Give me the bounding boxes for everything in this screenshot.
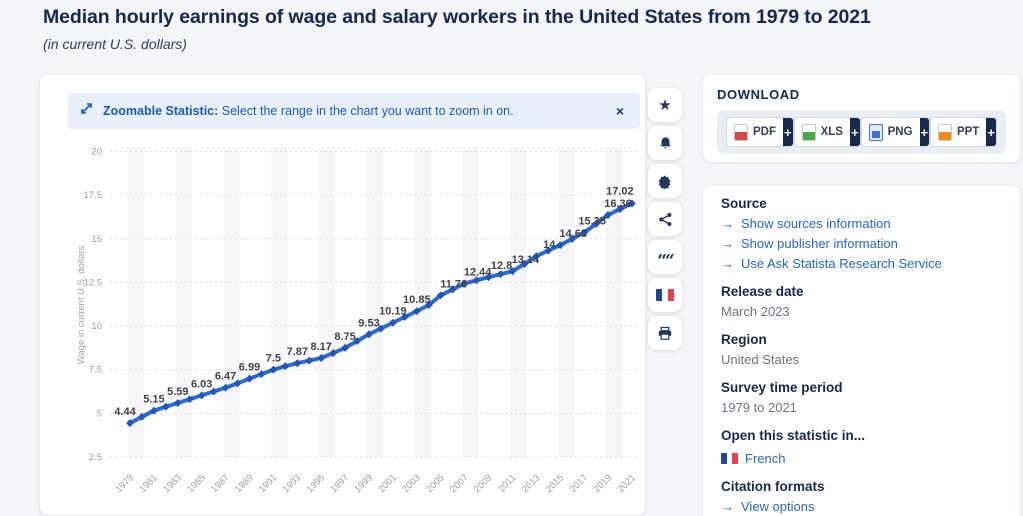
y-tick-label: 7.5 xyxy=(88,364,102,376)
plot-stripe xyxy=(224,147,240,457)
data-point-label: 8.75 xyxy=(334,330,356,343)
x-tick-label: 2009 xyxy=(471,472,495,496)
data-point-label: 7.87 xyxy=(286,346,309,359)
x-tick-label: 2005 xyxy=(424,472,447,496)
data-point-label: 14 xyxy=(543,239,556,252)
download-card xyxy=(703,75,1020,162)
download-label: PPT xyxy=(956,126,980,138)
survey-period-section xyxy=(721,380,1002,415)
download-plus-icon[interactable]: + xyxy=(986,118,996,146)
data-point-label: 10.85 xyxy=(403,294,431,307)
open-in-french-link[interactable]: French xyxy=(721,451,1002,466)
favorite-star-button[interactable] xyxy=(648,88,682,122)
download-pdf-button[interactable] xyxy=(726,117,794,147)
source-link-0[interactable]: → Show sources information xyxy=(721,216,891,231)
arrow-right-icon: → xyxy=(721,216,734,231)
data-point-label: 8.17 xyxy=(310,341,332,354)
citation-view-options-link[interactable]: → View options xyxy=(721,499,815,514)
plot-stripe xyxy=(463,147,479,457)
source-section xyxy=(721,196,1002,271)
source-link-1[interactable]: → Show publisher information xyxy=(721,236,898,251)
download-plus-icon[interactable]: + xyxy=(850,118,860,146)
gear-icon xyxy=(657,173,673,189)
citation-section xyxy=(721,479,1002,514)
download-plus-icon[interactable]: + xyxy=(920,118,929,146)
download-label: XLS xyxy=(820,126,843,138)
x-tick-label: 2007 xyxy=(447,472,471,496)
bell-icon xyxy=(658,136,673,151)
plot-stripe xyxy=(271,147,287,457)
region-section xyxy=(721,332,1002,367)
x-tick-label: 1997 xyxy=(328,472,352,496)
x-tick-label: 2021 xyxy=(615,472,639,496)
open-in-heading: Open this statistic in... xyxy=(721,428,866,443)
french-flag-icon xyxy=(656,289,675,301)
open-in-section xyxy=(721,428,1002,466)
x-tick-label: 1991 xyxy=(256,472,280,496)
plot-stripe xyxy=(367,147,383,457)
quote-icon: ““ xyxy=(657,251,673,271)
y-tick-label: 10 xyxy=(91,321,102,333)
source-heading: Source xyxy=(721,196,767,211)
french-flag-icon xyxy=(721,453,738,464)
x-tick-label: 2011 xyxy=(496,472,519,495)
banner-text: Zoomable Statistic: Select the range in the chart you want to zoom in on. xyxy=(103,104,514,118)
download-label: PDF xyxy=(753,126,776,138)
x-tick-label: 2003 xyxy=(400,472,423,496)
x-tick-label: 1993 xyxy=(280,472,304,496)
x-tick-label: 1981 xyxy=(137,472,161,496)
x-tick-label: 2015 xyxy=(543,472,567,496)
release-date-section xyxy=(721,284,1002,319)
x-tick-label: 2019 xyxy=(591,472,615,496)
download-label: PNG xyxy=(887,126,913,138)
y-tick-label: 15 xyxy=(91,233,102,245)
settings-gear-button[interactable] xyxy=(648,164,682,198)
source-link-2[interactable]: → Use Ask Statista Research Service xyxy=(721,256,942,271)
alert-bell-button[interactable] xyxy=(648,126,682,160)
data-point-label: 12.44 xyxy=(463,266,492,279)
release-date-heading: Release date xyxy=(721,284,804,299)
download-heading: DOWNLOAD xyxy=(717,87,800,102)
citation-quote-button[interactable] xyxy=(648,240,682,274)
data-point-label: 6.47 xyxy=(214,370,237,383)
data-point-label: 15.35 xyxy=(578,215,606,228)
download-xls-button[interactable] xyxy=(794,117,861,147)
png-file-icon xyxy=(869,124,883,141)
line-chart-plot-area[interactable] xyxy=(40,75,645,515)
plot-stripe xyxy=(558,147,574,457)
data-point-label: 6.03 xyxy=(190,378,213,391)
region-heading: Region xyxy=(721,332,767,347)
citation-heading: Citation formats xyxy=(721,479,825,494)
plot-stripe xyxy=(176,147,192,457)
print-button[interactable] xyxy=(648,316,682,350)
download-buttons-tray xyxy=(717,110,1006,154)
share-icon xyxy=(658,212,673,227)
data-point-label: 12.8 xyxy=(490,260,513,273)
language-french-flag-button[interactable] xyxy=(648,278,682,312)
x-tick-label: 2001 xyxy=(376,472,400,496)
arrow-right-icon: → xyxy=(721,499,734,514)
arrow-right-icon: → xyxy=(721,256,734,271)
data-point-label: 10.19 xyxy=(379,305,407,318)
y-tick-label: 5 xyxy=(96,408,102,420)
y-tick-label: 12.5 xyxy=(83,277,102,289)
xls-file-icon xyxy=(802,124,816,141)
x-tick-label: 2013 xyxy=(519,472,543,496)
data-point-label: 9.53 xyxy=(358,317,380,330)
data-point-label: 4.44 xyxy=(114,406,136,419)
data-point xyxy=(293,359,301,367)
y-axis-title: Wage in current U.S. dollars xyxy=(76,245,87,365)
pdf-file-icon xyxy=(734,124,748,141)
x-tick-label: 1987 xyxy=(208,472,232,496)
x-tick-label: 1983 xyxy=(161,472,184,496)
y-tick-label: 20 xyxy=(91,146,102,158)
data-point-label: 17.02 xyxy=(606,185,634,198)
y-tick-label: 17.5 xyxy=(83,190,102,202)
page-subtitle: (in current U.S. dollars) xyxy=(43,36,187,52)
data-point-label: 7.5 xyxy=(265,352,282,365)
data-point-label: 11.76 xyxy=(440,278,468,291)
source-links xyxy=(721,216,1002,271)
survey-period-heading: Survey time period xyxy=(721,380,843,395)
plot-stripe xyxy=(319,147,335,457)
y-tick-label: 2.5 xyxy=(88,452,102,463)
download-png-button[interactable] xyxy=(861,117,930,147)
page-title: Median hourly earnings of wage and salary workers in the United States from 1979 to 2021 xyxy=(43,6,871,28)
printer-icon xyxy=(657,326,673,341)
data-point-label: 13.14 xyxy=(511,254,540,267)
download-plus-icon[interactable]: + xyxy=(783,118,793,146)
icon-rail xyxy=(648,88,684,354)
data-point-label: 6.99 xyxy=(238,361,261,374)
share-button[interactable] xyxy=(648,202,682,236)
data-point-label: 14.63 xyxy=(559,228,587,241)
zoom-expand-icon xyxy=(80,102,93,120)
banner-close-icon[interactable]: × xyxy=(612,102,628,120)
star-icon: ★ xyxy=(658,96,672,114)
region-value: United States xyxy=(721,352,800,367)
x-tick-label: 1989 xyxy=(232,472,256,496)
ppt-file-icon xyxy=(938,124,952,141)
x-tick-label: 1979 xyxy=(113,472,137,496)
survey-period-value: 1979 to 2021 xyxy=(721,400,797,415)
statistic-info-card xyxy=(703,186,1020,516)
data-point-label: 16.36 xyxy=(604,198,632,211)
data-point-label: 5.15 xyxy=(143,393,165,406)
zoomable-statistic-banner xyxy=(68,93,640,129)
arrow-right-icon: → xyxy=(721,236,734,251)
release-date-value: March 2023 xyxy=(721,304,790,319)
x-tick-label: 1995 xyxy=(304,472,328,496)
data-point-label: 5.59 xyxy=(167,386,189,399)
x-tick-label: 2017 xyxy=(567,472,591,496)
download-ppt-button[interactable] xyxy=(930,117,997,147)
chart-card xyxy=(40,75,645,515)
x-tick-label: 1999 xyxy=(352,472,376,496)
x-tick-label: 1985 xyxy=(185,472,208,496)
plot-stripe xyxy=(510,147,526,457)
